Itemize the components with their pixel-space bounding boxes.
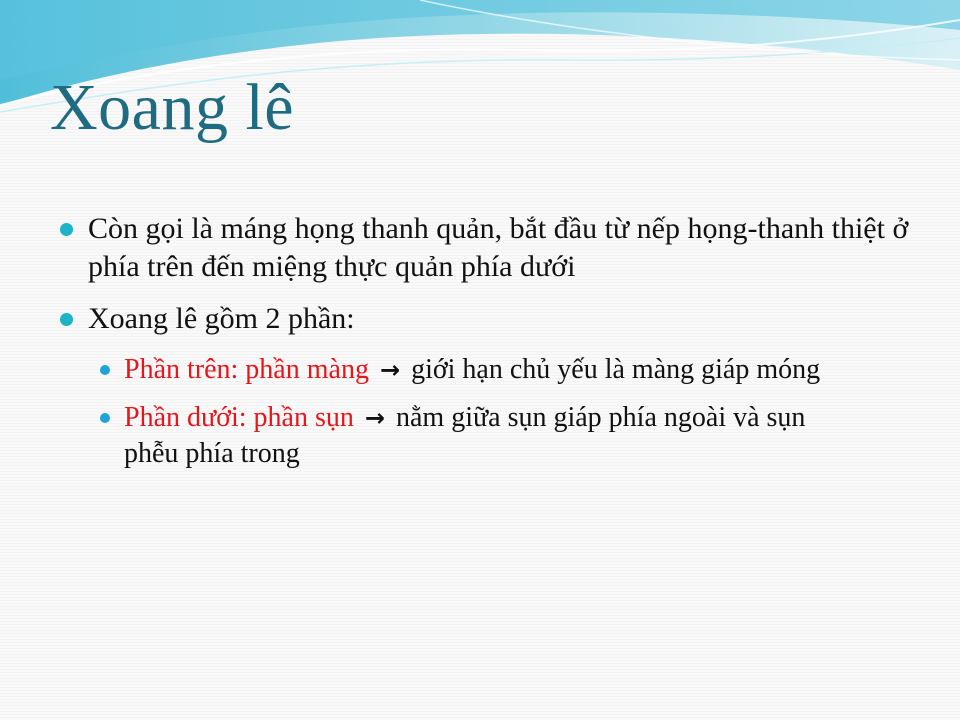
slide-body [60,210,920,484]
right-arrow-icon: → [364,404,385,432]
bullet-item [60,300,920,338]
bullet-text: Còn gọi là máng họng thanh quản, bắt đầu từ nếp họng-thanh thiệt ở phía trên đến miệng thực quản phía dưới [88,212,909,283]
bullet-dot-icon [100,365,110,375]
bullet-item [60,210,920,286]
bullet-dot-icon [100,413,110,423]
right-arrow-icon: → [379,356,401,384]
slide-title: Xoang lê [50,71,295,144]
sub-bullet-item [100,352,864,388]
bullet-text: Xoang lê gồm 2 phần: [88,302,355,335]
bullet-dot-icon [60,223,73,236]
sub-bullet-highlight: Phần trên: phần màng [124,354,369,385]
sub-bullet-highlight: Phần dưới: phần sụn [124,402,354,433]
sub-bullet-text: nằm giữa sụn giáp phía ngoài và sụn phễu phía trong [124,402,806,469]
sub-bullet-text: giới hạn chủ yếu là màng giáp móng [411,354,821,385]
bullet-dot-icon [60,313,73,326]
sub-bullet-item [100,400,864,472]
